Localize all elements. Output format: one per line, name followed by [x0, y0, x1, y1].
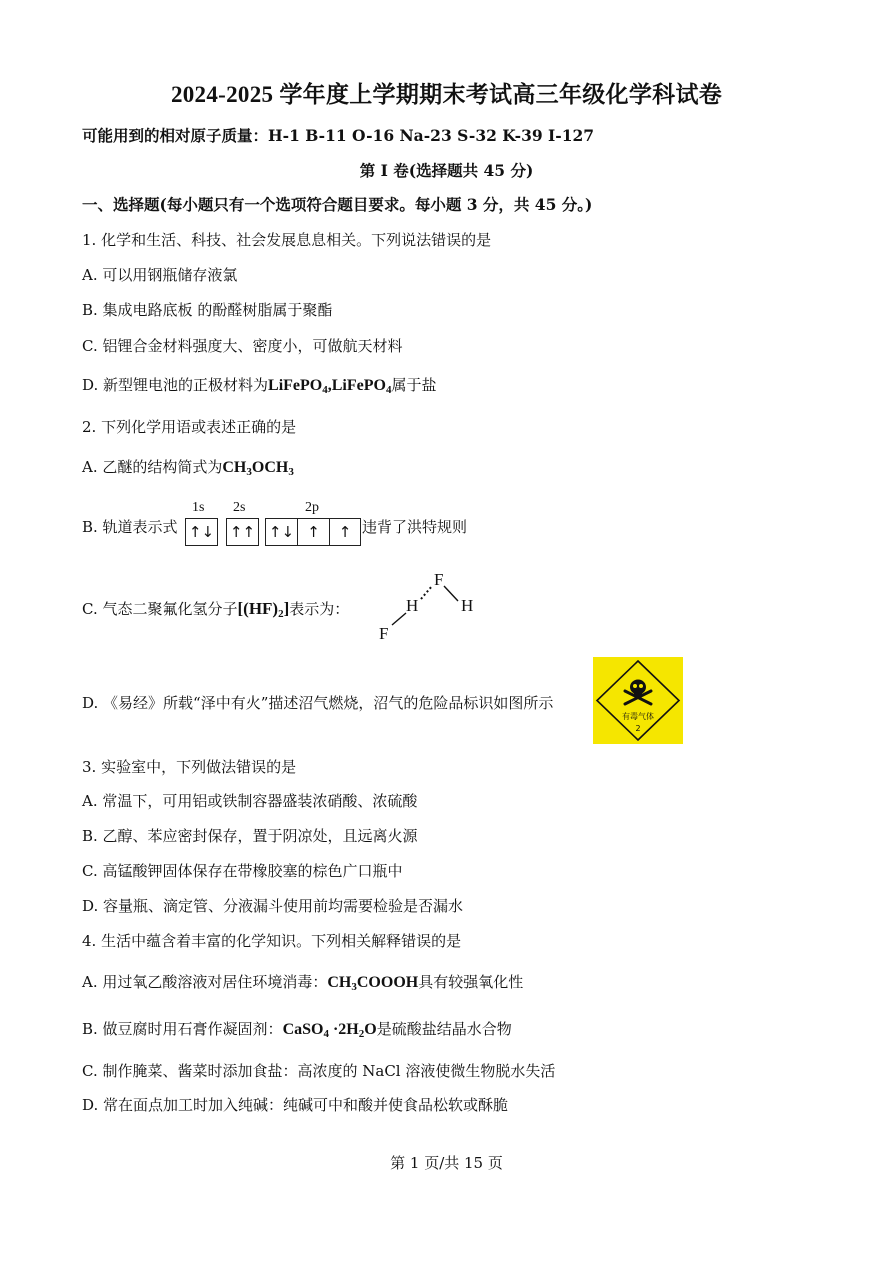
orbital-2p-box [265, 518, 361, 546]
q2-option-d: D. 《易经》所载“泽中有火”描述沼气燃烧，沼气的危险品标识如图所示 [82, 694, 554, 712]
q4-option-d: D. 常在面点加工时加入纯碱：纯碱可中和酸并使食品松软或酥脆 [82, 1096, 509, 1114]
hf-atom-h-right: H [461, 596, 474, 615]
q2-option-a: A. 乙醚的结构简式为$CH_3OCH_3$ [82, 458, 294, 478]
q1-option-d: D. 新型锂电池的正极材料为LiFePO$_4$,LiFePO$_4$属于盐 [82, 376, 437, 396]
part-title: 一、选择题(每小题只有一个选项符合题目要求。每小题 3 分，共 45 分。) [82, 195, 593, 214]
q2-option-b-label: B. 轨道表示式 [82, 518, 178, 536]
orbital-2s-box [226, 518, 259, 546]
hazard-class: 2 [635, 724, 641, 733]
orbital-1s-label: 1s [192, 500, 205, 515]
orbital-2s-electrons: ↑↑ [229, 523, 256, 541]
page-footer: 第 1 页/共 15 页 [390, 1154, 503, 1172]
q4-option-a: A. 用过氧乙酸溶液对居住环境消毒：$CH_3COOOH$具有较强氧化性 [82, 973, 524, 993]
atomic-masses: 可能用到的相对原子质量：H-1 B-11 O-16 Na-23 S-32 K-39 I-127 [82, 126, 595, 145]
orbital-2s-label: 2s [233, 500, 246, 515]
hf-dimer-structure [370, 568, 490, 644]
orbital-2p-x: ↑↓ [266, 519, 298, 545]
q3-option-d: D. 容量瓶、滴定管、分液漏斗使用前均需要检验是否漏水 [82, 897, 464, 915]
q1-stem: 1. 化学和生活、科技、社会发展息息相关。下列说法错误的是 [82, 231, 492, 249]
exam-title: 2024-2025 学年度上学期期末考试高三年级化学科试卷 [170, 82, 723, 107]
orbital-2p-y: ↑ [298, 519, 330, 545]
orbital-2p-label: 2p [305, 500, 319, 515]
skull-crossbones-icon [593, 657, 683, 744]
q2-option-c: C. 气态二聚氟化氢分子$[(HF)_2]$表示为： [82, 599, 350, 620]
q3-option-a: A. 常温下，可用铝或铁制容器盛装浓硝酸、浓硫酸 [82, 792, 418, 810]
q1-option-c: C. 铝锂合金材料强度大、密度小，可做航天材料 [82, 337, 403, 355]
q4-stem: 4. 生活中蕴含着丰富的化学知识。下列相关解释错误的是 [82, 932, 462, 950]
hf-atom-f-bottom: F [379, 624, 389, 643]
hazard-label: 有毒气体 [622, 712, 654, 721]
q3-option-c: C. 高锰酸钾固体保存在带橡胶塞的棕色广口瓶中 [82, 862, 403, 880]
section-title: 第 I 卷(选择题共 45 分) [359, 161, 534, 180]
q1-option-a: A. 可以用钢瓶储存液氯 [82, 266, 238, 284]
orbital-1s-box [185, 518, 218, 546]
orbital-1s-electrons: ↑↓ [188, 523, 215, 541]
q2-option-b-text: 违背了洪特规则 [362, 518, 468, 536]
q3-option-b: B. 乙醇、苯应密封保存，置于阴凉处，且远离火源 [82, 827, 418, 845]
hf-atom-f-top: F [434, 570, 444, 589]
orbital-2p-z: ↑ [338, 523, 352, 541]
q2-stem: 2. 下列化学用语或表述正确的是 [82, 418, 297, 436]
q3-stem: 3. 实验室中，下列做法错误的是 [82, 758, 297, 776]
q4-option-c: C. 制作腌菜、酱菜时添加食盐：高浓度的 NaCl 溶液使微生物脱水失活 [82, 1062, 556, 1080]
hf-atom-h-left: H [406, 596, 419, 615]
hazard-sign [593, 657, 683, 744]
q1-option-b: B. 集成电路底板 的酚醛树脂属于聚酯 [82, 301, 333, 319]
q4-option-b: B. 做豆腐时用石膏作凝固剂：CaSO$_4$ $\cdot 2H_2O$是硫酸盐结晶水合物 [82, 1020, 512, 1040]
